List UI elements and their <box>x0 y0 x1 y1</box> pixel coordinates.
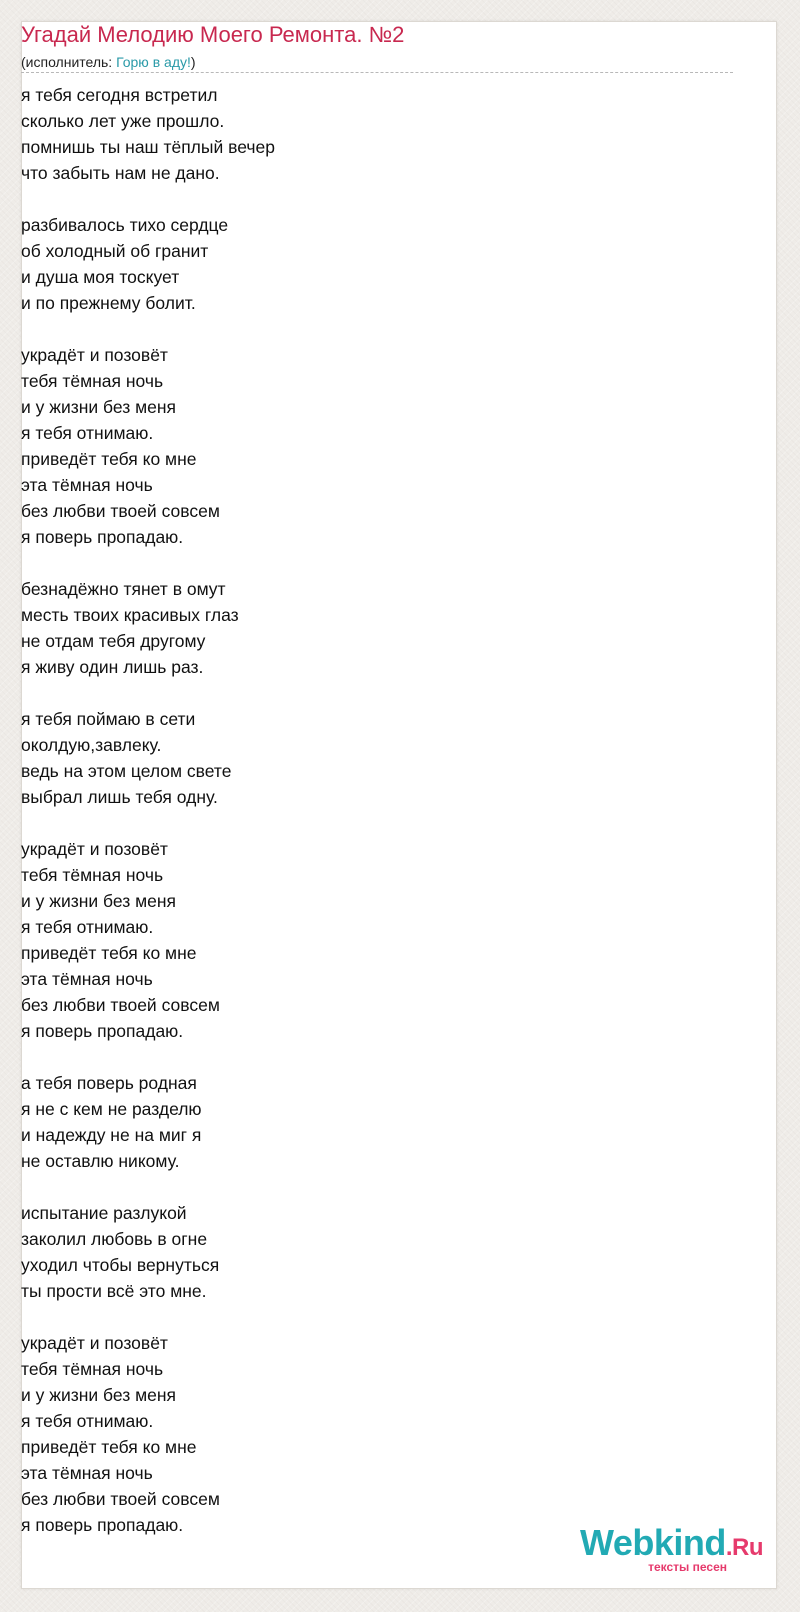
lyrics-line: сколько лет уже прошло. <box>21 111 225 131</box>
lyrics-line: тебя тёмная ночь <box>21 371 164 391</box>
lyrics-line: украдёт и позовёт <box>21 839 168 859</box>
lyrics-line: околдую,завлеку. <box>21 735 162 755</box>
lyrics-line: тебя тёмная ночь <box>21 1359 164 1379</box>
site-logo[interactable] <box>563 1523 763 1583</box>
lyrics-line: я тебя сегодня встретил <box>21 85 218 105</box>
lyrics-line: эта тёмная ночь <box>21 969 153 989</box>
lyrics-stanza <box>21 836 721 1044</box>
lyrics-stanza <box>21 576 721 680</box>
lyrics-line: и душа моя тоскует <box>21 267 180 287</box>
lyrics-line: я не с кем не разделю <box>21 1099 202 1119</box>
lyrics-line: и у жизни без меня <box>21 397 177 417</box>
lyrics-line: я тебя отнимаю. <box>21 917 154 937</box>
lyrics-line: тебя тёмная ночь <box>21 865 164 885</box>
lyrics-line: приведёт тебя ко мне <box>21 1437 197 1457</box>
lyrics-line: украдёт и позовёт <box>21 1333 168 1353</box>
lyrics-stanza <box>21 342 721 550</box>
artist-line <box>21 54 733 70</box>
logo-word: Webkind <box>579 1522 726 1563</box>
lyrics-line: без любви твоей совсем <box>21 1489 220 1509</box>
logo-tagline: тексты песен <box>648 1560 727 1574</box>
lyrics-line: я тебя поймаю в сети <box>21 709 196 729</box>
lyrics-line: приведёт тебя ко мне <box>21 943 197 963</box>
lyrics-line: не оставлю никому. <box>21 1151 180 1171</box>
lyrics-stanza <box>21 1070 721 1174</box>
lyrics-line: разбивалось тихо сердце <box>21 215 229 235</box>
lyrics-line: что забыть нам не дано. <box>21 163 220 183</box>
song-header <box>21 22 733 73</box>
lyrics-line: испытание разлукой <box>21 1203 187 1223</box>
lyrics-line: украдёт и позовёт <box>21 345 168 365</box>
song-title: Угадай Мелодию Моего Ремонта. №2 <box>21 22 405 47</box>
lyrics-line: об холодный об гранит <box>21 241 209 261</box>
artist-suffix: ) <box>190 54 196 70</box>
lyrics-line: не отдам тебя другому <box>21 631 206 651</box>
lyrics-line: и надежду не на миг я <box>21 1125 202 1145</box>
lyrics-line: без любви твоей совсем <box>21 501 220 521</box>
lyrics-line: без любви твоей совсем <box>21 995 220 1015</box>
lyrics-line: уходил чтобы вернуться <box>21 1255 220 1275</box>
lyrics-text <box>21 82 721 1564</box>
lyrics-line: ведь на этом целом свете <box>21 761 232 781</box>
lyrics-line: я поверь пропадаю. <box>21 1021 184 1041</box>
lyrics-stanza <box>21 212 721 316</box>
lyrics-line: я поверь пропадаю. <box>21 527 184 547</box>
lyrics-line: и у жизни без меня <box>21 1385 177 1405</box>
lyrics-line: я тебя отнимаю. <box>21 1411 154 1431</box>
lyrics-line: и у жизни без меня <box>21 891 177 911</box>
lyrics-line: приведёт тебя ко мне <box>21 449 197 469</box>
lyrics-line: ты прости всё это мне. <box>21 1281 207 1301</box>
lyrics-line: а тебя поверь родная <box>21 1073 197 1093</box>
header-divider <box>21 72 733 73</box>
lyrics-line: месть твоих красивых глаз <box>21 605 239 625</box>
lyrics-stanza <box>21 706 721 810</box>
lyrics-line: выбрал лишь тебя одну. <box>21 787 218 807</box>
lyrics-line: эта тёмная ночь <box>21 475 153 495</box>
lyrics-line: заколил любовь в огне <box>21 1229 208 1249</box>
lyrics-stanza <box>21 82 721 186</box>
lyrics-line: и по прежнему болит. <box>21 293 196 313</box>
artist-link[interactable]: Горю в аду! <box>116 54 191 70</box>
logo-tld: Ru <box>732 1534 763 1561</box>
lyrics-line: я живу один лишь раз. <box>21 657 204 677</box>
lyrics-line: помнишь ты наш тёплый вечер <box>21 137 275 157</box>
lyrics-line: я поверь пропадаю. <box>21 1515 184 1535</box>
logo-dot: . <box>725 1534 732 1561</box>
lyrics-line: безнадёжно тянет в омут <box>21 579 226 599</box>
lyrics-line: я тебя отнимаю. <box>21 423 154 443</box>
artist-prefix: (исполнитель: <box>21 54 117 70</box>
lyrics-stanza <box>21 1330 721 1538</box>
lyrics-line: эта тёмная ночь <box>21 1463 153 1483</box>
lyrics-stanza <box>21 1200 721 1304</box>
